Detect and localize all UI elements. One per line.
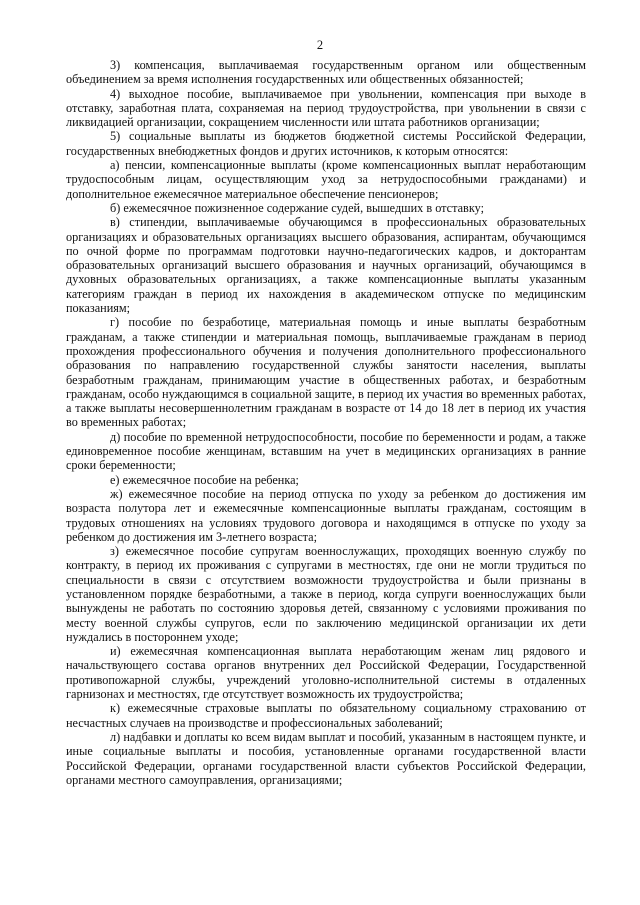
paragraph-subitem-i: и) ежемесячная компенсационная выплата неработающим женам лиц рядового и начальствующего состава органов внутренних дел Российской Федерации, Государственной противопожарной службы, учреждений уголовно-исполнительной системы в отдаленных гарнизонах и местностях, где отсутствует возможность их трудоустройства; xyxy=(66,644,586,702)
paragraph-subitem-d: д) пособие по временной нетрудоспособности, пособие по беременности и родам, а также единовременное пособие женщинам, вставшим на учет в медицинских организациях в ранние сроки беременности; xyxy=(66,429,586,473)
paragraph-item-3: 3) компенсация, выплачиваемая государственным органом или общественным объединением за время исполнения государственных или общественных обязанностей; xyxy=(66,58,586,87)
paragraph-subitem-z: з) ежемесячное пособие супругам военнослужащих, проходящих военную службу по контракту, в период их проживания с супругами в местностях, где они не могли трудиться по специальности в связи с отсутствием возможности трудоустройства и были признаны в установленном порядке безработными, а также в период, когда супруги военнослужащих были вынуждены не работать по состоянию здоровья детей, связанному с условиями проживания по месту военной службы супругов, если по заключению медицинской организации их дети нуждались в постороннем уходе; xyxy=(66,544,586,644)
paragraph-subitem-k: к) ежемесячные страховые выплаты по обязательному социальному страхованию от несчастных случаев на производстве и профессиональных заболеваний; xyxy=(66,701,586,730)
paragraph-subitem-l: л) надбавки и доплаты ко всем видам выплат и пособий, указанным в настоящем пункте, и иные социальные выплаты и пособия, установленные органами государственной власти Российской Федерации, органами государственной власти субъектов Российской Федерации, органами местного самоуправления, организациями; xyxy=(66,729,586,787)
paragraph-subitem-b: б) ежемесячное пожизненное содержание судей, вышедших в отставку; xyxy=(110,200,484,215)
paragraph-item-4: 4) выходное пособие, выплачиваемое при увольнении, компенсация при выходе в отставку, заработная плата, сохраняемая на период трудоустройства, при увольнении в связи с ликвидацией организации, сокращением численности или штата работников организации; xyxy=(66,86,586,130)
document-body xyxy=(66,58,586,787)
paragraph-subitem-a: а) пенсии, компенсационные выплаты (кроме компенсационных выплат неработающим трудоспособным лицам, осуществляющим уход за нетрудоспособными гражданами) и дополнительное ежемесячное материальное обеспечение пенсионеров; xyxy=(66,158,586,201)
paragraph-subitem-v: в) стипендии, выплачиваемые обучающимся в профессиональных образовательных организациях и образовательных организациях высшего образования, аспирантам, обучающимся по очной форме по программам подготовки научно-педагогических кадров, и докторантам образовательных организаций высшего образования и научных организаций, обучающимся в духовных образовательных организациях, а также компенсационные выплаты указанным категориям граждан в период их нахождения в академическом отпуске по медицинским показаниям; xyxy=(66,215,586,316)
paragraph-item-5: 5) социальные выплаты из бюджетов бюджетной системы Российской Федерации, государственных внебюджетных фондов и других источников, к которым относятся: xyxy=(66,129,586,158)
page-number: 2 xyxy=(316,38,324,52)
paragraph-subitem-zh: ж) ежемесячное пособие на период отпуска по уходу за ребенком до достижения им возраста полутора лет и ежемесячные компенсационные выплаты гражданам, состоящим в трудовых отношениях на условиях трудового договора и находящимся в отпуске по уходу за ребенком до достижения им 3-летнего возраста; xyxy=(66,486,586,544)
paragraph-subitem-e: е) ежемесячное пособие на ребенка; xyxy=(110,472,299,487)
paragraph-subitem-g: г) пособие по безработице, материальная помощь и иные выплаты безработным гражданам, а также стипендии и материальная помощь, выплачиваемые гражданам в период прохождения профессионального обучения и получения дополнительного профессионального образования по направлению государственной службы занятости населения, выплаты безработным гражданам, принимающим участие в общественных работах, и безработным гражданам, особо нуждающимся в социальной защите, в период их участия во временных работах, а также выплаты несовершеннолетним гражданам в возрасте от 14 до 18 лет в период их участия во временных работах; xyxy=(66,315,586,430)
